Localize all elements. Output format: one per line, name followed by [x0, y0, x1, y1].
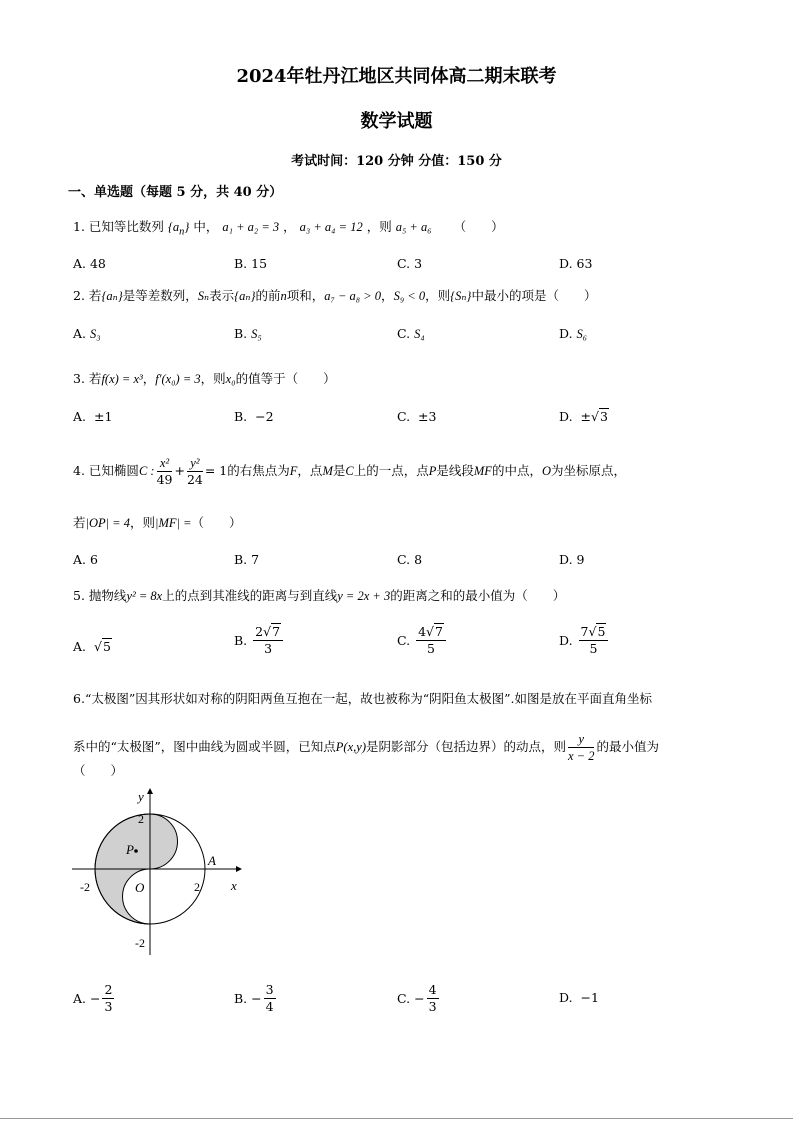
q1-option-b: B. 15 [234, 256, 268, 271]
q4-option-c: C. 8 [397, 552, 423, 567]
q3-option-c: C. ±3 [397, 409, 437, 424]
q4-text: 是线段 [436, 463, 474, 478]
q6-option-d: D. −1 [559, 990, 599, 1005]
q5-text: 的距离之和的最小值为（ ） [390, 588, 566, 603]
tick-y-neg2: -2 [135, 936, 145, 950]
q5-text: 抛物线 [88, 588, 127, 603]
q3-deriv: f′(x₀) = 3 [155, 372, 201, 386]
q4-text: ，则 [130, 515, 156, 530]
question-6-line2 [73, 731, 659, 764]
q5-option-b: B. $\frac{2√7}{3}$ [234, 624, 285, 657]
exam-title: 2024年牡丹江地区共同体高二期末联考 [236, 66, 557, 87]
q2-text: ，则 [425, 288, 451, 303]
question-4 [73, 455, 626, 488]
q6-text: 的最小值为 [596, 739, 659, 754]
q6-text: 系中的“太极图”，图中曲线为圆或半圆，已知点 [73, 739, 336, 754]
q4-option-d: D. 9 [559, 552, 585, 567]
q3-option-d: D. ±√3 [559, 409, 608, 424]
q2-seq: {Sₙ} [450, 289, 472, 303]
q3-text: 的值等于（ ） [235, 371, 336, 386]
q4-ellipse-name: C : [138, 464, 155, 478]
q4-var: MF [473, 464, 492, 478]
q4-var: P [428, 464, 437, 478]
tick-x-2: 2 [194, 880, 200, 894]
q4-var: C [345, 464, 354, 478]
q1-expr: a₃ + a₄ = 12 [299, 220, 363, 234]
question-5 [73, 587, 565, 605]
q6-frac: $\frac{y}{x - 2}$ [568, 732, 595, 763]
question-6 [73, 690, 652, 708]
q1-seq: $\{a_n\}$ [167, 220, 190, 238]
q4-cond: |OP| = 4 [85, 516, 130, 530]
q1-text: 已知等比数列 [88, 219, 164, 234]
x-axis-label: x [231, 878, 237, 893]
q1-option-c: C. 3 [397, 256, 423, 271]
q2-text: 中最小的项是（ ） [471, 288, 597, 303]
question-1 [73, 218, 504, 242]
q3-option-a: A. ±1 [73, 409, 113, 424]
q1-expr: a₅ + a₆ [395, 220, 432, 234]
question-number: 2. [73, 288, 85, 303]
question-number: 4. [73, 463, 85, 478]
y-axis-arrow [147, 788, 153, 794]
q2-text: 项和， [286, 288, 325, 303]
q3-func: f(x) = x³ [101, 372, 143, 386]
q3-sep: ， [142, 371, 156, 386]
q1-option-a: A. 48 [73, 256, 106, 271]
q4-plus: + [174, 463, 185, 478]
q5-text: 上的点到其准线的距离与到直线 [162, 588, 338, 603]
q6-option-b: B. − $\frac{3}{4}$ [234, 982, 274, 1014]
q4-option-b: B. 7 [234, 552, 260, 567]
q4-eq: = 1 [204, 463, 228, 478]
tick-y-2: 2 [138, 812, 144, 826]
q2-text: 表示 [209, 288, 235, 303]
q4-option-a: A. 6 [73, 552, 98, 567]
q6-blank: （ ） [73, 763, 124, 778]
q4-text: 已知椭圆 [88, 463, 139, 478]
q4-frac-y: $\frac{\text{y²}}{24}$ [186, 456, 203, 487]
q4-target: |MF| = [155, 516, 192, 530]
origin-label: O [135, 880, 145, 895]
q6-text: “太极图”因其形状如对称的阴阳两鱼互抱在一起，故也被称为“阴阳鱼太极图”.如图是放在平面直角坐标 [84, 691, 652, 706]
q2-text: 若 [88, 288, 102, 303]
q4-text: 是 [332, 463, 346, 478]
section-title: 一、单选题（每题 5 分，共 40 分） [68, 185, 283, 200]
question-2 [73, 287, 596, 305]
q2-n: n [280, 289, 287, 303]
point-p-label: P [126, 842, 134, 857]
q6-option-c: C. − $\frac{4}{3}$ [397, 982, 437, 1014]
q6-point: P(x,y) [335, 740, 366, 754]
q2-seq: {aₙ} [101, 289, 123, 303]
q5-line: y = 2x + 3 [337, 589, 391, 603]
q2-sep: ， [381, 288, 394, 303]
taiji-figure [70, 785, 250, 960]
tick-x-neg2: -2 [80, 880, 90, 894]
q3-x0: x₀ [225, 372, 236, 386]
q2-option-d: D. S₆ [559, 326, 588, 341]
y-axis-label: y [138, 789, 144, 804]
q4-var: O [541, 464, 551, 478]
q6-option-a: A. − $\frac{2}{3}$ [73, 982, 113, 1014]
answer-blank: （ ） [453, 219, 504, 234]
q6-text: 是阴影部分（包括边界）的动点，则 [365, 739, 566, 754]
page-bottom-rule [0, 1118, 793, 1119]
q4-text: 的右焦点为 [227, 463, 290, 478]
exam-info: 考试时间：120 分钟 分值：150 分 [291, 154, 502, 169]
question-number: 3. [73, 371, 85, 386]
subject-title: 数学试题 [360, 111, 433, 132]
question-3 [73, 370, 336, 388]
question-number: 5. [73, 588, 85, 603]
q3-option-b: B. −2 [234, 409, 274, 424]
q2-text: 的前 [255, 288, 281, 303]
point-a-label: A [208, 853, 216, 868]
q2-option-b: B. S₅ [234, 326, 262, 341]
q5-option-d: D. $\frac{7√5}{5}$ [559, 624, 610, 657]
q1-text: ，则 [366, 219, 392, 234]
question-4-line2 [73, 514, 242, 532]
q4-text: 若 [73, 515, 86, 530]
x-axis-arrow [236, 866, 242, 872]
q1-text: 中， [193, 219, 219, 234]
q2-sn: Sₙ [197, 289, 210, 303]
q5-option-c: C. $\frac{4√7}{5}$ [397, 624, 448, 657]
q2-option-a: A. S₃ [73, 326, 101, 341]
q4-text: ，点 [297, 463, 323, 478]
q2-seq: {aₙ} [234, 289, 256, 303]
answer-blank: （ ） [191, 515, 242, 530]
point-p-dot [134, 849, 138, 853]
q1-expr: a₁ + a₂ = 3 [222, 220, 280, 234]
q4-var: M [322, 464, 333, 478]
q1-option-d: D. 63 [559, 256, 593, 271]
q1-sep: ， [283, 219, 296, 234]
q2-option-c: C. S₄ [397, 326, 425, 341]
q3-text: 若 [88, 371, 102, 386]
q2-text: 是等差数列， [122, 288, 198, 303]
q5-option-a: A. √5 [73, 639, 111, 654]
q2-cond: S₉ < 0 [393, 289, 426, 303]
q4-text: 为坐标原点， [551, 463, 627, 478]
question-number: 6. [73, 691, 85, 706]
q4-text: 上的一点，点 [353, 463, 429, 478]
q4-var: F [289, 464, 298, 478]
q5-parabola: y² = 8x [126, 589, 163, 603]
question-number: 1. [73, 219, 85, 234]
q4-text: 的中点， [491, 463, 542, 478]
q2-cond: a₇ − a₈ > 0 [324, 289, 382, 303]
q3-text: ，则 [200, 371, 226, 386]
q4-frac-x: $\frac{\text{x²}}{49}$ [156, 456, 173, 487]
